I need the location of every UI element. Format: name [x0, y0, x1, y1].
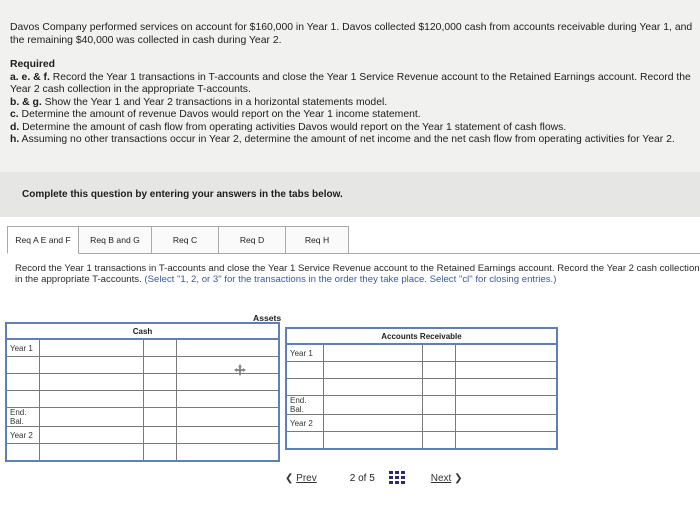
- cash-row-label: [6, 444, 40, 462]
- requirement-text: Show the Year 1 and Year 2 transactions in a horizontal statements model.: [41, 96, 388, 108]
- instructions: [15, 263, 700, 285]
- drag-handle-icon[interactable]: [233, 363, 247, 377]
- cash-ref-cell[interactable]: [144, 427, 177, 444]
- chevron-right-icon: ❯: [454, 472, 463, 484]
- cash-ref-cell[interactable]: [144, 357, 177, 374]
- cash-credit-cell[interactable]: [177, 339, 280, 357]
- cash-ref-cell[interactable]: [144, 408, 177, 427]
- accounts-receivable-t-account: [285, 327, 558, 450]
- cash-credit-cell[interactable]: [177, 427, 280, 444]
- tab-req-b-g[interactable]: Req B and G: [79, 226, 152, 254]
- ar-ref-cell[interactable]: [423, 396, 456, 415]
- cash-t-account: [5, 322, 280, 462]
- cash-debit-cell[interactable]: [40, 427, 144, 444]
- cash-credit-cell[interactable]: [177, 357, 280, 374]
- ar-debit-cell[interactable]: [324, 344, 423, 362]
- ar-ref-cell[interactable]: [423, 362, 456, 379]
- requirement-item: [10, 109, 695, 122]
- cash-debit-cell[interactable]: [40, 357, 144, 374]
- requirement-tabs: [7, 226, 349, 254]
- grid-icon[interactable]: [389, 471, 405, 485]
- ar-ref-cell[interactable]: [423, 379, 456, 396]
- cash-row-label: Year 1: [6, 339, 40, 357]
- ar-debit-cell[interactable]: [324, 379, 423, 396]
- required-heading: Required: [10, 59, 56, 70]
- complete-banner-text: Complete this question by entering your answers in the tabs below.: [22, 189, 343, 200]
- requirement-text: Determine the amount of cash flow from operating activities Davos would report on the Year 1 statement of cash flows.: [19, 121, 567, 133]
- requirement-key: b. & g.: [10, 96, 42, 108]
- cash-credit-cell[interactable]: [177, 391, 280, 408]
- cash-ref-cell[interactable]: [144, 374, 177, 391]
- cash-row-label: [6, 374, 40, 391]
- assets-heading: Assets: [253, 313, 282, 323]
- cash-row-label: [6, 391, 40, 408]
- instruction-hint: (Select "1, 2, or 3" for the transactions in the order they take place. Select "cl" for closing entries.): [141, 274, 557, 285]
- instruction-main: Record the Year 1 transactions in T-accounts and close the Year 1 Service Revenue account to the Retained Earnings account. Record the Year 2 cash collection in the appropriate T-accounts.: [15, 263, 700, 285]
- pagination: [285, 471, 463, 485]
- next-label: Next: [430, 472, 452, 484]
- cash-debit-cell[interactable]: [40, 444, 144, 462]
- requirement-key: h.: [10, 134, 20, 145]
- cash-account-title: Cash: [6, 323, 279, 339]
- ar-ref-cell[interactable]: [423, 415, 456, 432]
- ar-debit-cell[interactable]: [324, 415, 423, 432]
- requirement-text: Assuming no other transactions occur in Year 2, determine the amount of net income and the net cash flow from operating activities for Year 2.: [19, 134, 675, 145]
- next-button[interactable]: [431, 473, 463, 484]
- ar-credit-cell[interactable]: [456, 362, 558, 379]
- tab-req-a-e-f[interactable]: Req A E and F: [7, 226, 79, 254]
- prev-label: Prev: [296, 472, 317, 484]
- requirement-item: [10, 122, 695, 135]
- ar-debit-cell[interactable]: [324, 432, 423, 450]
- ar-credit-cell[interactable]: [456, 415, 558, 432]
- tab-req-h[interactable]: Req H: [286, 226, 349, 254]
- requirement-text: Record the Year 1 transactions in T-accounts and close the Year 1 Service Revenue account to the Retained Earnings account. Record the Year 2 cash collection in the appropriate T-accounts.: [10, 71, 691, 95]
- ar-row-label: [286, 432, 324, 450]
- tab-req-c[interactable]: Req C: [152, 226, 219, 254]
- page-indicator: 2 of 5: [349, 472, 375, 484]
- ar-row-label: [286, 379, 324, 396]
- requirement-item: [10, 134, 695, 147]
- ar-credit-cell[interactable]: [456, 344, 558, 362]
- requirement-key: a. e. & f.: [10, 71, 50, 83]
- ar-credit-cell[interactable]: [456, 379, 558, 396]
- ar-row-label: End. Bal.: [286, 396, 324, 415]
- cash-credit-cell[interactable]: [177, 444, 280, 462]
- cash-row-label: End. Bal.: [6, 408, 40, 427]
- requirement-text: Determine the amount of revenue Davos would report on the Year 1 income statement.: [18, 109, 421, 120]
- requirement-item: [10, 97, 695, 110]
- requirement-key: c.: [10, 109, 19, 120]
- ar-credit-cell[interactable]: [456, 396, 558, 415]
- requirement-key: d.: [10, 121, 20, 133]
- cash-row-label: [6, 357, 40, 374]
- tab-req-d[interactable]: Req D: [219, 226, 286, 254]
- cash-debit-cell[interactable]: [40, 339, 144, 357]
- cash-credit-cell[interactable]: [177, 408, 280, 427]
- ar-ref-cell[interactable]: [423, 432, 456, 450]
- cash-ref-cell[interactable]: [144, 444, 177, 462]
- cash-debit-cell[interactable]: [40, 391, 144, 408]
- complete-banner: [0, 172, 700, 217]
- cash-debit-cell[interactable]: [40, 374, 144, 391]
- ar-row-label: Year 1: [286, 344, 324, 362]
- problem-text: [10, 22, 695, 147]
- chevron-left-icon: ❮: [285, 472, 294, 484]
- cash-ref-cell[interactable]: [144, 391, 177, 408]
- cash-row-label: Year 2: [6, 427, 40, 444]
- tab-divider: [345, 253, 700, 254]
- ar-account-title: Accounts Receivable: [286, 328, 557, 344]
- requirement-item: [10, 72, 695, 97]
- ar-row-label: Year 2: [286, 415, 324, 432]
- ar-ref-cell[interactable]: [423, 344, 456, 362]
- prev-button[interactable]: [285, 473, 317, 484]
- ar-credit-cell[interactable]: [456, 432, 558, 450]
- ar-debit-cell[interactable]: [324, 362, 423, 379]
- cash-credit-cell[interactable]: [177, 374, 280, 391]
- ar-debit-cell[interactable]: [324, 396, 423, 415]
- ar-row-label: [286, 362, 324, 379]
- cash-ref-cell[interactable]: [144, 339, 177, 357]
- problem-intro: Davos Company performed services on account for $160,000 in Year 1. Davos collected $120,000 cash from accounts receivable during Year 1, and the remaining $40,000 was collected in cash during Year 2.: [10, 22, 693, 46]
- cash-debit-cell[interactable]: [40, 408, 144, 427]
